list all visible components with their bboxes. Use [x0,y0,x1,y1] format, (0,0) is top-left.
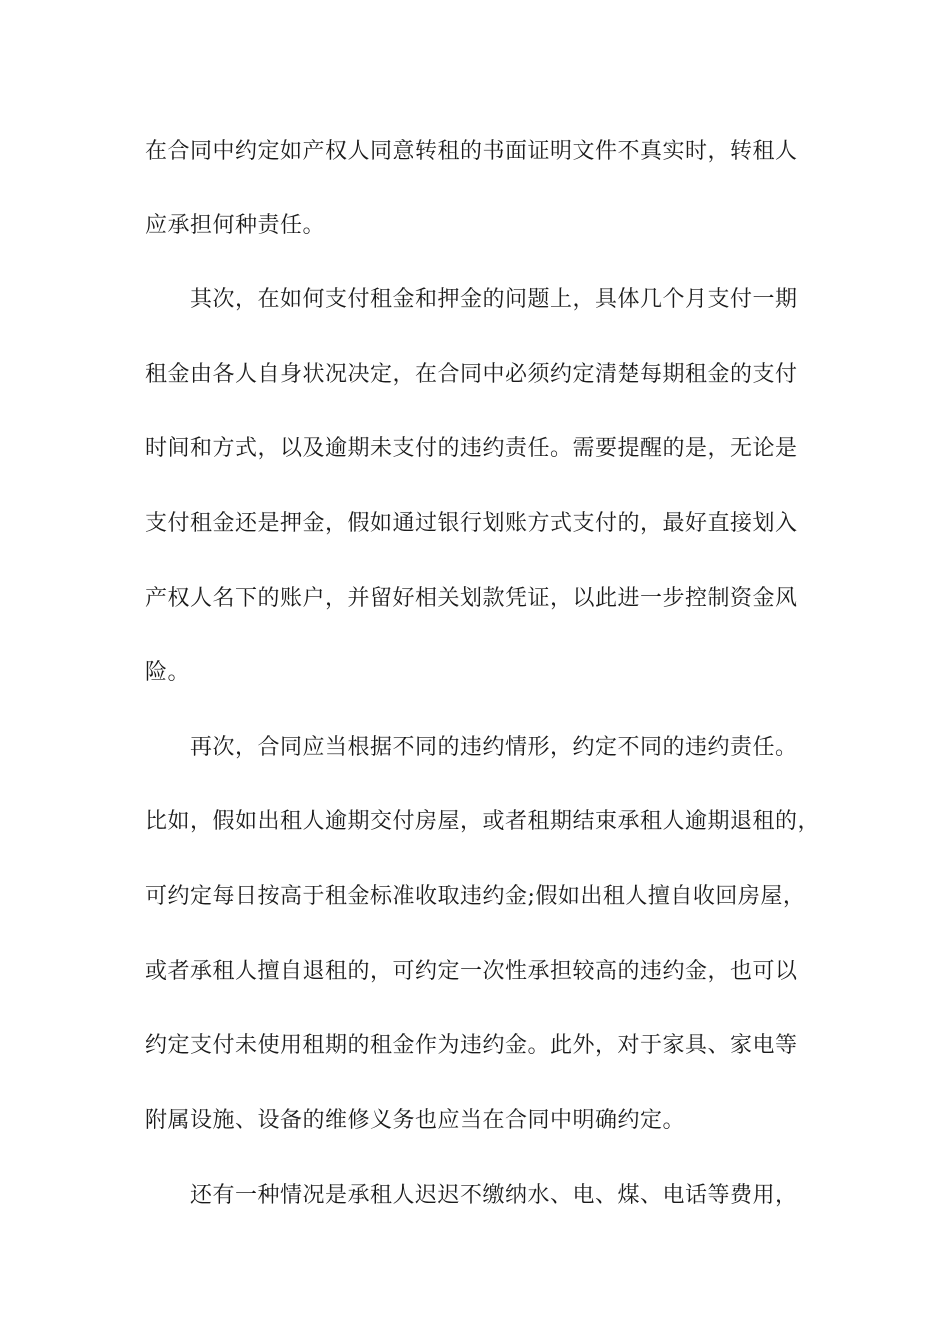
text-line: 支付租金还是押金，假如通过银行划账方式支付的，最好直接划入 [145,511,798,536]
paragraph-start-line: 还有一种情况是承租人迟迟不缴纳水、电、煤、电话等费用， [190,1183,798,1208]
paragraph-start-line: 再次，合同应当根据不同的违约情形，约定不同的违约责任。 [190,735,798,760]
text-line: 产权人名下的账户，并留好相关划款凭证，以此进一步控制资金风 [145,586,798,611]
text-line: 附属设施、设备的维修义务也应当在合同中明确约定。 [145,1108,686,1133]
text-line: 或者承租人擅自退租的，可约定一次性承担较高的违约金，也可以 [145,959,798,984]
text-line: 约定支付未使用租期的租金作为违约金。此外，对于家具、家电等 [145,1033,798,1058]
text-line: 时间和方式，以及逾期未支付的违约责任。需要提醒的是，无论是 [145,436,798,461]
text-line: 应承担何种责任。 [145,213,326,238]
text-line: 险。 [145,660,191,685]
text-line: 在合同中约定如产权人同意转租的书面证明文件不真实时，转租人 [145,139,798,164]
text-line: 比如，假如出租人逾期交付房屋，或者租期结束承租人逾期退租的， [145,809,821,834]
text-line: 租金由各人自身状况决定，在合同中必须约定清楚每期租金的支付 [145,362,798,387]
text-line: 可约定每日按高于租金标准收取违约金;假如出租人擅自收回房屋， [145,884,806,909]
paragraph-start-line: 其次，在如何支付租金和押金的问题上，具体几个月支付一期 [190,287,798,312]
